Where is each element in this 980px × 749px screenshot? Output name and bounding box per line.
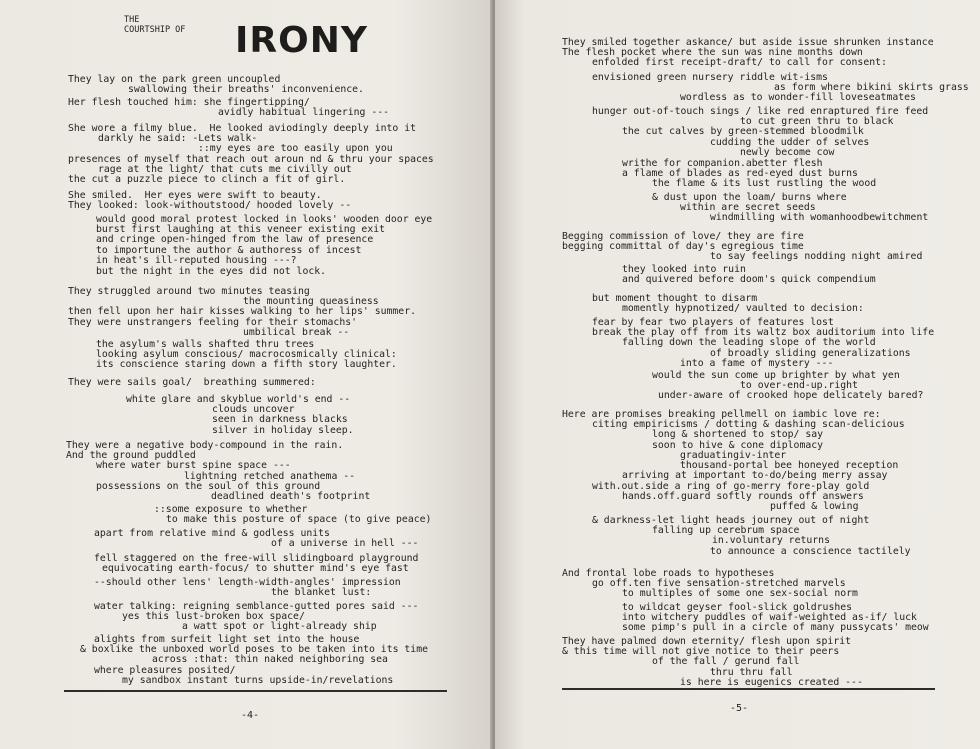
poem-line: would good moral protest locked in looks' wooden door eye bbox=[96, 214, 433, 225]
page-title: IRONY bbox=[235, 20, 368, 61]
poem-line: swallowing their breaths' inconvenience. bbox=[128, 84, 364, 96]
poem-line: They looked: look-withoutstood/ hooded lovely -- bbox=[68, 200, 352, 212]
poem-line: falling up cerebrum space bbox=[652, 525, 800, 537]
poem-line: a flame of blades as red-eyed dust burns bbox=[622, 168, 858, 180]
poem-line: then fell upon her hair kisses walking to her lips' summer. bbox=[68, 306, 416, 318]
poem-line: some pimp's pull in a circle of many pussycats' meow bbox=[622, 622, 929, 634]
poem-line: graduatingiv-inter bbox=[680, 449, 787, 461]
poem-line: Begging commission of love/ they are fire bbox=[562, 231, 804, 242]
poem-line: darkly he said: -Lets walk- bbox=[98, 133, 258, 145]
poem-line: to importune the author & authoress of incest bbox=[96, 244, 362, 256]
poem-line: in heat's ill-reputed housing ---? bbox=[96, 254, 297, 266]
poem-line: enfolded first receipt-draft/ to call for consent: bbox=[592, 57, 887, 69]
poem-line: hunger out-of-touch sings / like red enraptured fire feed bbox=[592, 106, 929, 117]
poem-line: & this time will not give notice to their peers bbox=[562, 646, 840, 658]
poem-line: falling down the leading slope of the world bbox=[622, 337, 876, 349]
poem-line: with.out.side a ring of go-merry fore-play gold bbox=[592, 481, 870, 492]
poem-line: The flesh pocket where the sun was nine months down bbox=[562, 47, 863, 59]
poem-line: but the night in the eyes did not lock. bbox=[96, 266, 327, 277]
poem-line: thousand-portal bee honeyed reception bbox=[680, 460, 899, 471]
poem-line: And frontal lobe roads to hypotheses bbox=[562, 568, 775, 579]
poem-line: She wore a filmy blue. He looked aviodingly deeply into it bbox=[68, 123, 416, 134]
poem-line: burst first laughing at this veneer existing exit bbox=[96, 224, 386, 236]
poem-line: They struggled around two minutes teasing bbox=[68, 286, 310, 297]
poem-line: She smiled. Her eyes were swift to beauty. bbox=[68, 190, 322, 201]
poem-line: They were a negative body-compound in the rain. bbox=[66, 440, 344, 451]
poem-line: They were unstrangers feeling for their stomachs' bbox=[68, 316, 358, 328]
poem-line: seen in darkness blacks bbox=[212, 414, 348, 426]
poem-line: ::my eyes are too easily upon you bbox=[198, 143, 393, 155]
poem-line: long & shortened to stop/ say bbox=[652, 429, 824, 441]
poem-line: & dust upon the loam/ burns where bbox=[652, 192, 847, 203]
poem-line: umbilical break -- bbox=[243, 326, 350, 338]
poem-line: & boxlike the unboxed world poses to be taken into its time bbox=[80, 644, 428, 656]
title-prefix bbox=[124, 15, 185, 35]
poem-line: --should other lens' length-width-angles' impression bbox=[94, 577, 401, 588]
bottom-rule-left bbox=[64, 690, 447, 692]
poem-line: the cut a puzzle piece to clinch a fit of girl. bbox=[68, 174, 346, 185]
poem-line: in.voluntary returns bbox=[712, 535, 830, 547]
poem-line: but moment thought to disarm bbox=[592, 293, 758, 304]
bottom-rule-right bbox=[562, 688, 935, 690]
title-prefix-line1: THE bbox=[124, 15, 140, 25]
poem-line: they looked into ruin bbox=[622, 264, 746, 275]
poem-line: to cut green thru to black bbox=[740, 116, 894, 128]
poem-line: They smiled together askance/ but aside issue shrunken instance bbox=[562, 37, 934, 48]
poem-line: arriving at important to-do/being merry assay bbox=[622, 470, 888, 482]
poem-line: of the fall / gerund fall bbox=[652, 656, 800, 668]
poem-line: They lay on the park green uncoupled bbox=[68, 74, 281, 85]
poem-line: deadlined death's footprint bbox=[211, 491, 371, 502]
poem-line: possessions on the soul of this ground bbox=[96, 480, 321, 492]
poem-line: break the play off from its waltz box auditorium into life bbox=[592, 327, 935, 339]
poem-line: to announce a conscience tactilely bbox=[710, 545, 911, 557]
page-number-right: -5- bbox=[730, 703, 749, 714]
poem-line: and cringe open-hinged from the law of presence bbox=[96, 234, 374, 246]
poem-line: into witchery puddles of waif-weighted as-if/ luck bbox=[622, 612, 917, 624]
poem-line: alights from surfeit light set into the house bbox=[94, 634, 360, 645]
poem-line: to multiples of some one sex-social norm bbox=[622, 588, 858, 600]
title-prefix-line2: COURTSHIP OF bbox=[124, 25, 186, 35]
poem-line: cudding the udder of selves bbox=[710, 136, 870, 148]
poem-line: fear by fear two players of features lost bbox=[592, 317, 834, 328]
poem-line: within are secret seeds bbox=[680, 202, 816, 214]
poem-line: rage at the light/ that cuts me civilly out bbox=[98, 163, 352, 175]
poem-line: of a universe in hell --- bbox=[271, 538, 419, 550]
poem-line: presences of myself that reach out aroun nd & thru your spaces bbox=[68, 153, 434, 165]
poem-line: to wildcat geyser fool-slick goldrushes bbox=[622, 602, 853, 613]
poem-line: would the sun come up brighter by what yen bbox=[652, 370, 900, 381]
poem-line: lightning retched anathema -- bbox=[184, 470, 356, 482]
poem-line: into a fame of mystery --- bbox=[680, 357, 834, 369]
poem-line: citing empiricisms / dotting & dashing scan-delicious bbox=[592, 419, 905, 431]
poem-line: the asylum's walls shafted thru trees bbox=[96, 339, 315, 350]
poem-line: clouds uncover bbox=[212, 404, 295, 416]
poem-line: is here is eugenics created --- bbox=[680, 676, 863, 688]
poem-line: equivocating earth-focus/ to shutter mind's eye fast bbox=[102, 563, 409, 575]
poem-line: silver in holiday sleep. bbox=[212, 424, 354, 436]
poem-line: puffed & lowing bbox=[770, 501, 859, 513]
poem-line: writhe for companion.abetter flesh bbox=[622, 158, 823, 169]
poem-line: yes this lust-broken box space/ bbox=[122, 611, 305, 623]
poem-line: wordless as to wonder-fill loveseatmates bbox=[680, 92, 916, 104]
poem-line: Her flesh touched him: she fingertipping/ bbox=[68, 97, 310, 108]
poem-line: begging committal of day's egregious time bbox=[562, 241, 804, 253]
poem-line: And the ground puddled bbox=[66, 450, 196, 462]
poem-line: where pleasures posited/ bbox=[94, 664, 236, 676]
poem-line: envisioned green nursery riddle wit-isms bbox=[592, 72, 828, 83]
poem-line: looking asylum conscious/ macrocosmically clinical: bbox=[96, 349, 397, 361]
poem-line: to over-end-up.right bbox=[740, 380, 858, 392]
poem-line: go off.ten five sensation-stretched marvels bbox=[592, 578, 846, 590]
poem-line: & darkness-let light heads journey out of night bbox=[592, 515, 870, 526]
poem-line: the flame & its lust rustling the wood bbox=[652, 178, 877, 190]
poem-line: to say feelings nodding night amired bbox=[710, 251, 923, 263]
poem-line: soon to hive & cone diplomacy bbox=[652, 439, 824, 451]
poem-line: under-aware of crooked hope delicately bared? bbox=[658, 390, 924, 402]
poem-line: avidly habitual lingering --- bbox=[218, 107, 390, 119]
poem-line: its conscience staring down a fifth story laughter. bbox=[96, 359, 397, 371]
poem-line: momently hypnotized/ vaulted to decision: bbox=[622, 303, 864, 315]
poem-line: the mounting queasiness bbox=[243, 296, 379, 308]
poem-line: thru thru fall bbox=[710, 666, 793, 678]
page-number-left: -4- bbox=[241, 710, 260, 721]
poem-line: windmilling with womanhoodbewitchment bbox=[710, 212, 929, 224]
poem-line: and quivered before doom's quick compendium bbox=[622, 274, 876, 286]
poem-line: They have palmed down eternity/ flesh upon spirit bbox=[562, 636, 852, 647]
poem-line: ::some exposure to whether bbox=[154, 504, 308, 515]
poem-line: Here are promises breaking pellmell on iambic love re: bbox=[562, 409, 881, 420]
poem-line: the cut calves by green-stemmed bloodmilk bbox=[622, 126, 864, 138]
poem-line: where water burst spine space --- bbox=[96, 460, 291, 472]
poem-line: They were sails goal/ breathing summered: bbox=[68, 377, 316, 388]
poem-line: a watt spot or light-already ship bbox=[182, 621, 377, 633]
poem-line: my sandbox instant turns upside-in/revelations bbox=[122, 674, 394, 686]
poem-line: of broadly sliding generalizations bbox=[710, 347, 911, 359]
poem-line: the blanket lust: bbox=[271, 587, 372, 599]
poem-line: apart from relative mind & godless units bbox=[94, 528, 330, 539]
poem-line: newly become cow bbox=[740, 146, 835, 158]
poem-line: hands.off.guard softly rounds off answers bbox=[622, 491, 864, 503]
poem-line: across :that: thin naked neighboring sea bbox=[152, 654, 388, 666]
poem-line: water talking: reigning semblance-gutted pores said --- bbox=[94, 601, 419, 612]
poem-line: fell staggered on the free-will slidingboard playground bbox=[94, 553, 419, 564]
poem-line: to make this posture of space (to give peace) bbox=[166, 514, 432, 526]
poem-line: as form where bikini skirts grass bbox=[774, 82, 969, 94]
poem-line: white glare and skyblue world's end -- bbox=[126, 394, 351, 405]
